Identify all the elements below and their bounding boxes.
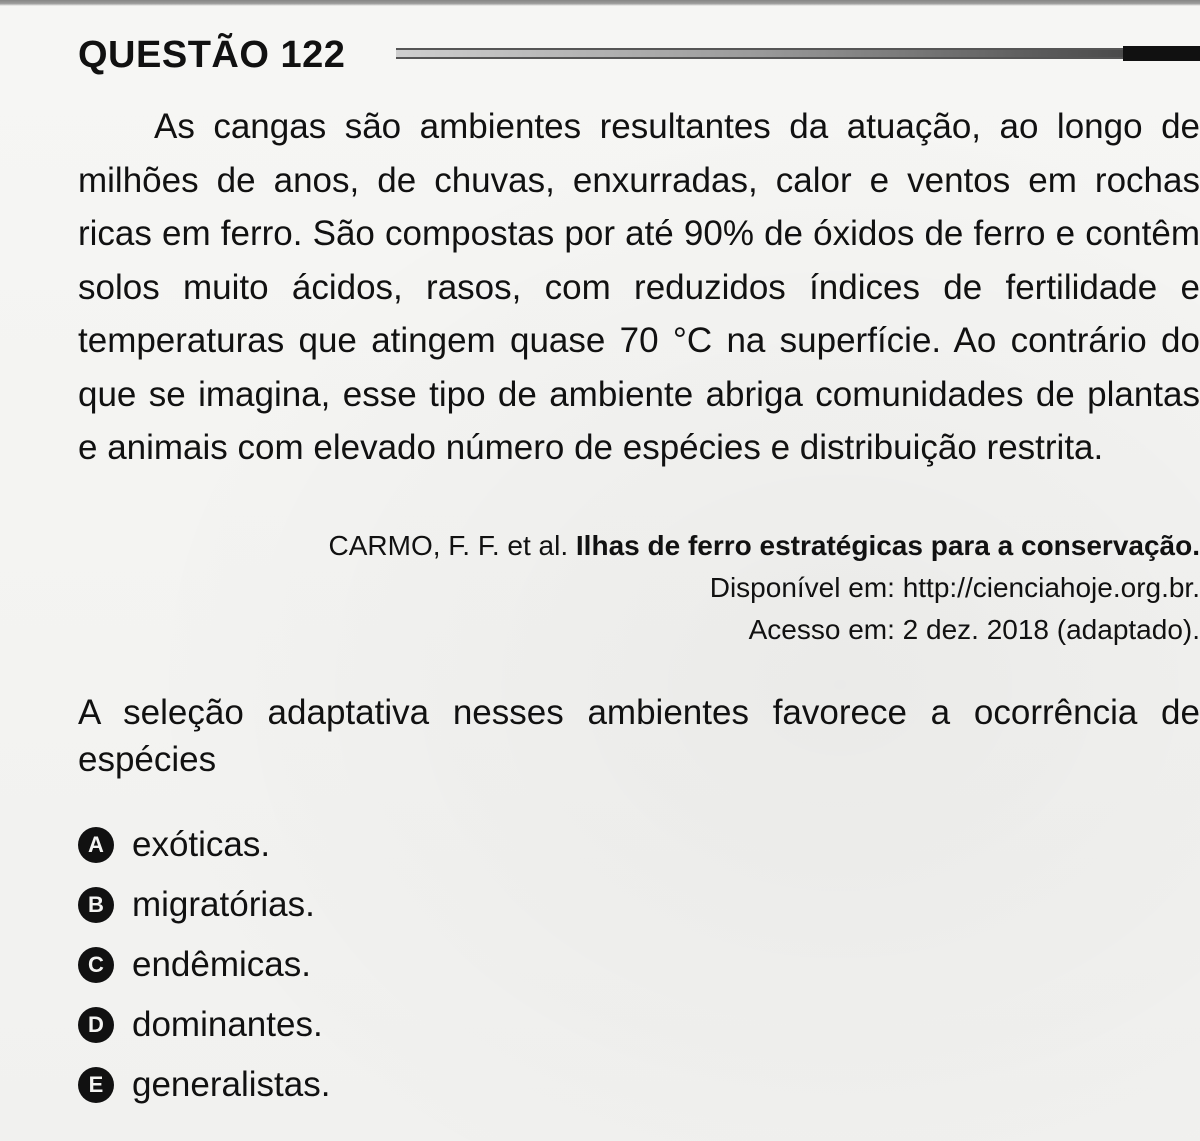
option-c-text: endêmicas. <box>132 945 311 984</box>
option-a-badge: A <box>78 827 114 863</box>
option-b-text: migratórias. <box>132 885 315 924</box>
option-e[interactable] <box>78 1055 678 1115</box>
option-d[interactable] <box>78 995 678 1055</box>
option-a-text: exóticas. <box>132 825 271 864</box>
scan-top-edge <box>0 0 1200 6</box>
option-e-badge: E <box>78 1067 114 1103</box>
question-header <box>78 30 1200 80</box>
source-authors: CARMO, F. F. et al. <box>328 530 576 561</box>
source-citation <box>200 525 1200 651</box>
passage-text: As cangas são ambientes resultantes da atuação, ao longo de milhões de anos, de chuvas, enxurradas, calor e ventos em rochas ricas em ferro. São compostas por até 90% de óxidos de ferro e contêm solos muito ácidos, rasos, com reduzidos índices de fertilidade e temperaturas que atingem quase 70 °C na superfície. Ao contrário do que se imagina, esse tipo de ambiente abriga comunidades de plantas e animais com elevado número de espécies e distribuição restrita. <box>78 107 1200 467</box>
option-a[interactable] <box>78 815 678 875</box>
source-available: Disponível em: http://cienciahoje.org.br. <box>709 572 1200 603</box>
answer-options <box>78 815 678 1115</box>
option-b-badge: B <box>78 887 114 923</box>
option-c[interactable] <box>78 935 678 995</box>
title-rule <box>396 48 1200 59</box>
option-d-text: dominantes. <box>132 1005 323 1044</box>
question-prompt: A seleção adaptativa nesses ambientes favorece a ocorrência de espécies <box>78 693 1200 779</box>
source-line-1 <box>200 525 1200 567</box>
option-d-badge: D <box>78 1007 114 1043</box>
source-title: Ilhas de ferro estratégicas para a conservação. <box>575 530 1200 561</box>
option-c-badge: C <box>78 947 114 983</box>
option-b[interactable] <box>78 875 678 935</box>
title-rule-end <box>1123 46 1200 61</box>
question-title: QUESTÃO 122 <box>78 34 346 76</box>
option-e-text: generalistas. <box>132 1065 331 1104</box>
source-accessed: Acesso em: 2 dez. 2018 (adaptado). <box>748 614 1200 645</box>
